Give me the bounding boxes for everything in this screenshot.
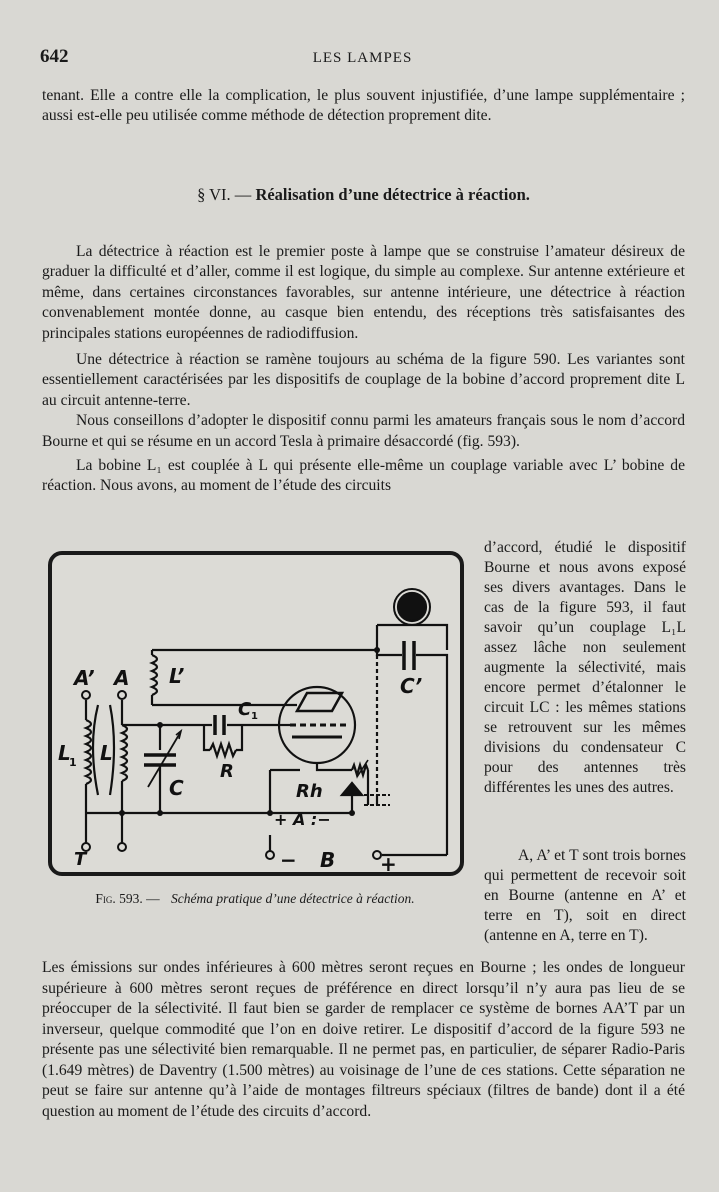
label-l1-sub: 1 — [69, 756, 77, 769]
closing-text: Les émissions sur ondes inférieures à 600 mètres seront reçues en Bourne ; les ondes de longueur supérieure à 600 mètres seront reçues de préférence en direct lorsqu’il n’y aura pas lieu de se préoccuper de la sélectivité. Il faut bien se garder de remplacer ce système de bornes AA’T par un inverseur, quelque commodité que l’on en doive retirer. Le dispositif d’accord de la figure 593 ne présente pas une sélectivité bien remarquable. Il ne permet pas, en particulier, de séparer Radio-Paris (1.649 mètres) de Daventry (1.500 mètres) au voisinage de l’une de ces stations. Cette séparation ne peut se faire sur antenne qu’à l’aide de montages filtreurs spéciaux (filtres de bande) dont il a été question au moment de l’étude des circuits d’accord. — [42, 959, 685, 1120]
coil-l — [122, 725, 127, 781]
side-column-2 — [484, 846, 686, 946]
terminal-b-minus — [266, 851, 274, 859]
coil-l1 — [86, 720, 91, 784]
label-t: T — [74, 849, 87, 870]
paragraph-4: La bobine L₁ est couplée à L qui présente elle-même un couplage variable avec L’ bobine de réaction. Nous avons, au moment de l’étude des circuits — [42, 457, 685, 495]
headphone-jack — [398, 593, 426, 621]
label-r: R — [220, 761, 234, 782]
circuit-diagram — [52, 555, 460, 872]
intro-text: tenant. Elle a contre elle la complication, le plus souvent injustifiée, d’une lampe supplémentaire ; aussi est-elle peu utilisée comme méthode de détection proprement dite. — [42, 87, 685, 125]
caption-label: Fig. 593. — — [95, 891, 160, 906]
intro-paragraph — [42, 86, 685, 127]
label-l-prime: L’ — [169, 664, 185, 688]
body-text — [42, 242, 685, 497]
terminal-a — [118, 691, 126, 699]
section-number: § VI. — — [197, 185, 252, 204]
section-title: Réalisation d’une détectrice à réaction. — [255, 185, 530, 204]
label-l1: L — [58, 741, 71, 765]
label-l: L — [100, 741, 113, 765]
running-head: LES LAMPES — [312, 50, 413, 66]
section-heading — [42, 185, 685, 205]
figure-593 — [48, 551, 464, 876]
side-column-1 — [484, 538, 686, 798]
label-c: C — [169, 776, 184, 800]
resistor-r — [210, 744, 236, 756]
label-b: B — [320, 848, 336, 872]
paragraph-2: Une détectrice à réaction se ramène toujours au schéma de la figure 590. Les variantes sont essentiellement caractérisées par les dispositifs de couplage de la bobine d’accord proprement dite L au circuit antenne-terre. — [42, 351, 685, 409]
paragraph-3: Nous conseillons d’adopter le dispositif connu parmi les amateurs français sous le nom d’accord Bourne et qui se résume en un accord Tesla à primaire désaccordé (fig. 593). — [42, 412, 685, 450]
label-c1: C — [238, 699, 252, 720]
caption-text: Schéma pratique d’une détectrice à réaction. — [170, 891, 415, 906]
side-text-1: d’accord, étudié le dispositif Bourne et nous avons exposé ses divers avantages. Dans le cas de la figure 593, il faut savoir qu’un couplage L₁L assez lâche non seulement augmente la sélectivité, mais encore permet d’étalonner le circuit LC : les mêmes stations se retrouvent sur les mêmes divisions du condensateur C pour des antennes très différentes les unes des autres. — [484, 539, 686, 796]
label-a: A — [114, 666, 130, 690]
label-c-prime: C’ — [400, 674, 423, 698]
page-header — [40, 46, 685, 70]
coil-l-prime — [152, 655, 157, 695]
label-b-minus: − — [280, 848, 297, 872]
page-number: 642 — [40, 46, 69, 67]
paragraph-1: La détectrice à réaction est le premier poste à lampe que se construise l’amateur désireux de graduer la difficulté et d’aller, comme il est logique, du simple au complexe. Sur antenne extérieure et même, dans certaines circonstances favorables, sur antenne intérieure, une détectrice à réaction convenablement montée donne, au casque bien entendu, des réceptions très satisfaisantes des principales stations européennes de radiodiffusion. — [42, 243, 685, 342]
label-c1-sub: 1 — [251, 711, 258, 722]
label-rh: Rh — [296, 781, 323, 802]
terminal-a-prime — [82, 691, 90, 699]
label-b-plus: + — [380, 852, 397, 872]
label-a-battery: + A :− — [274, 810, 331, 829]
closing-paragraph — [42, 958, 685, 1122]
label-a-prime: A’ — [74, 666, 95, 690]
side-text-2: A, A’ et T sont trois bornes qui permettent de recevoir soit en Bourne (antenne en A’ et terre en T), soit en direct (antenne en A, terre en T). — [484, 847, 686, 944]
figure-caption — [60, 890, 450, 907]
